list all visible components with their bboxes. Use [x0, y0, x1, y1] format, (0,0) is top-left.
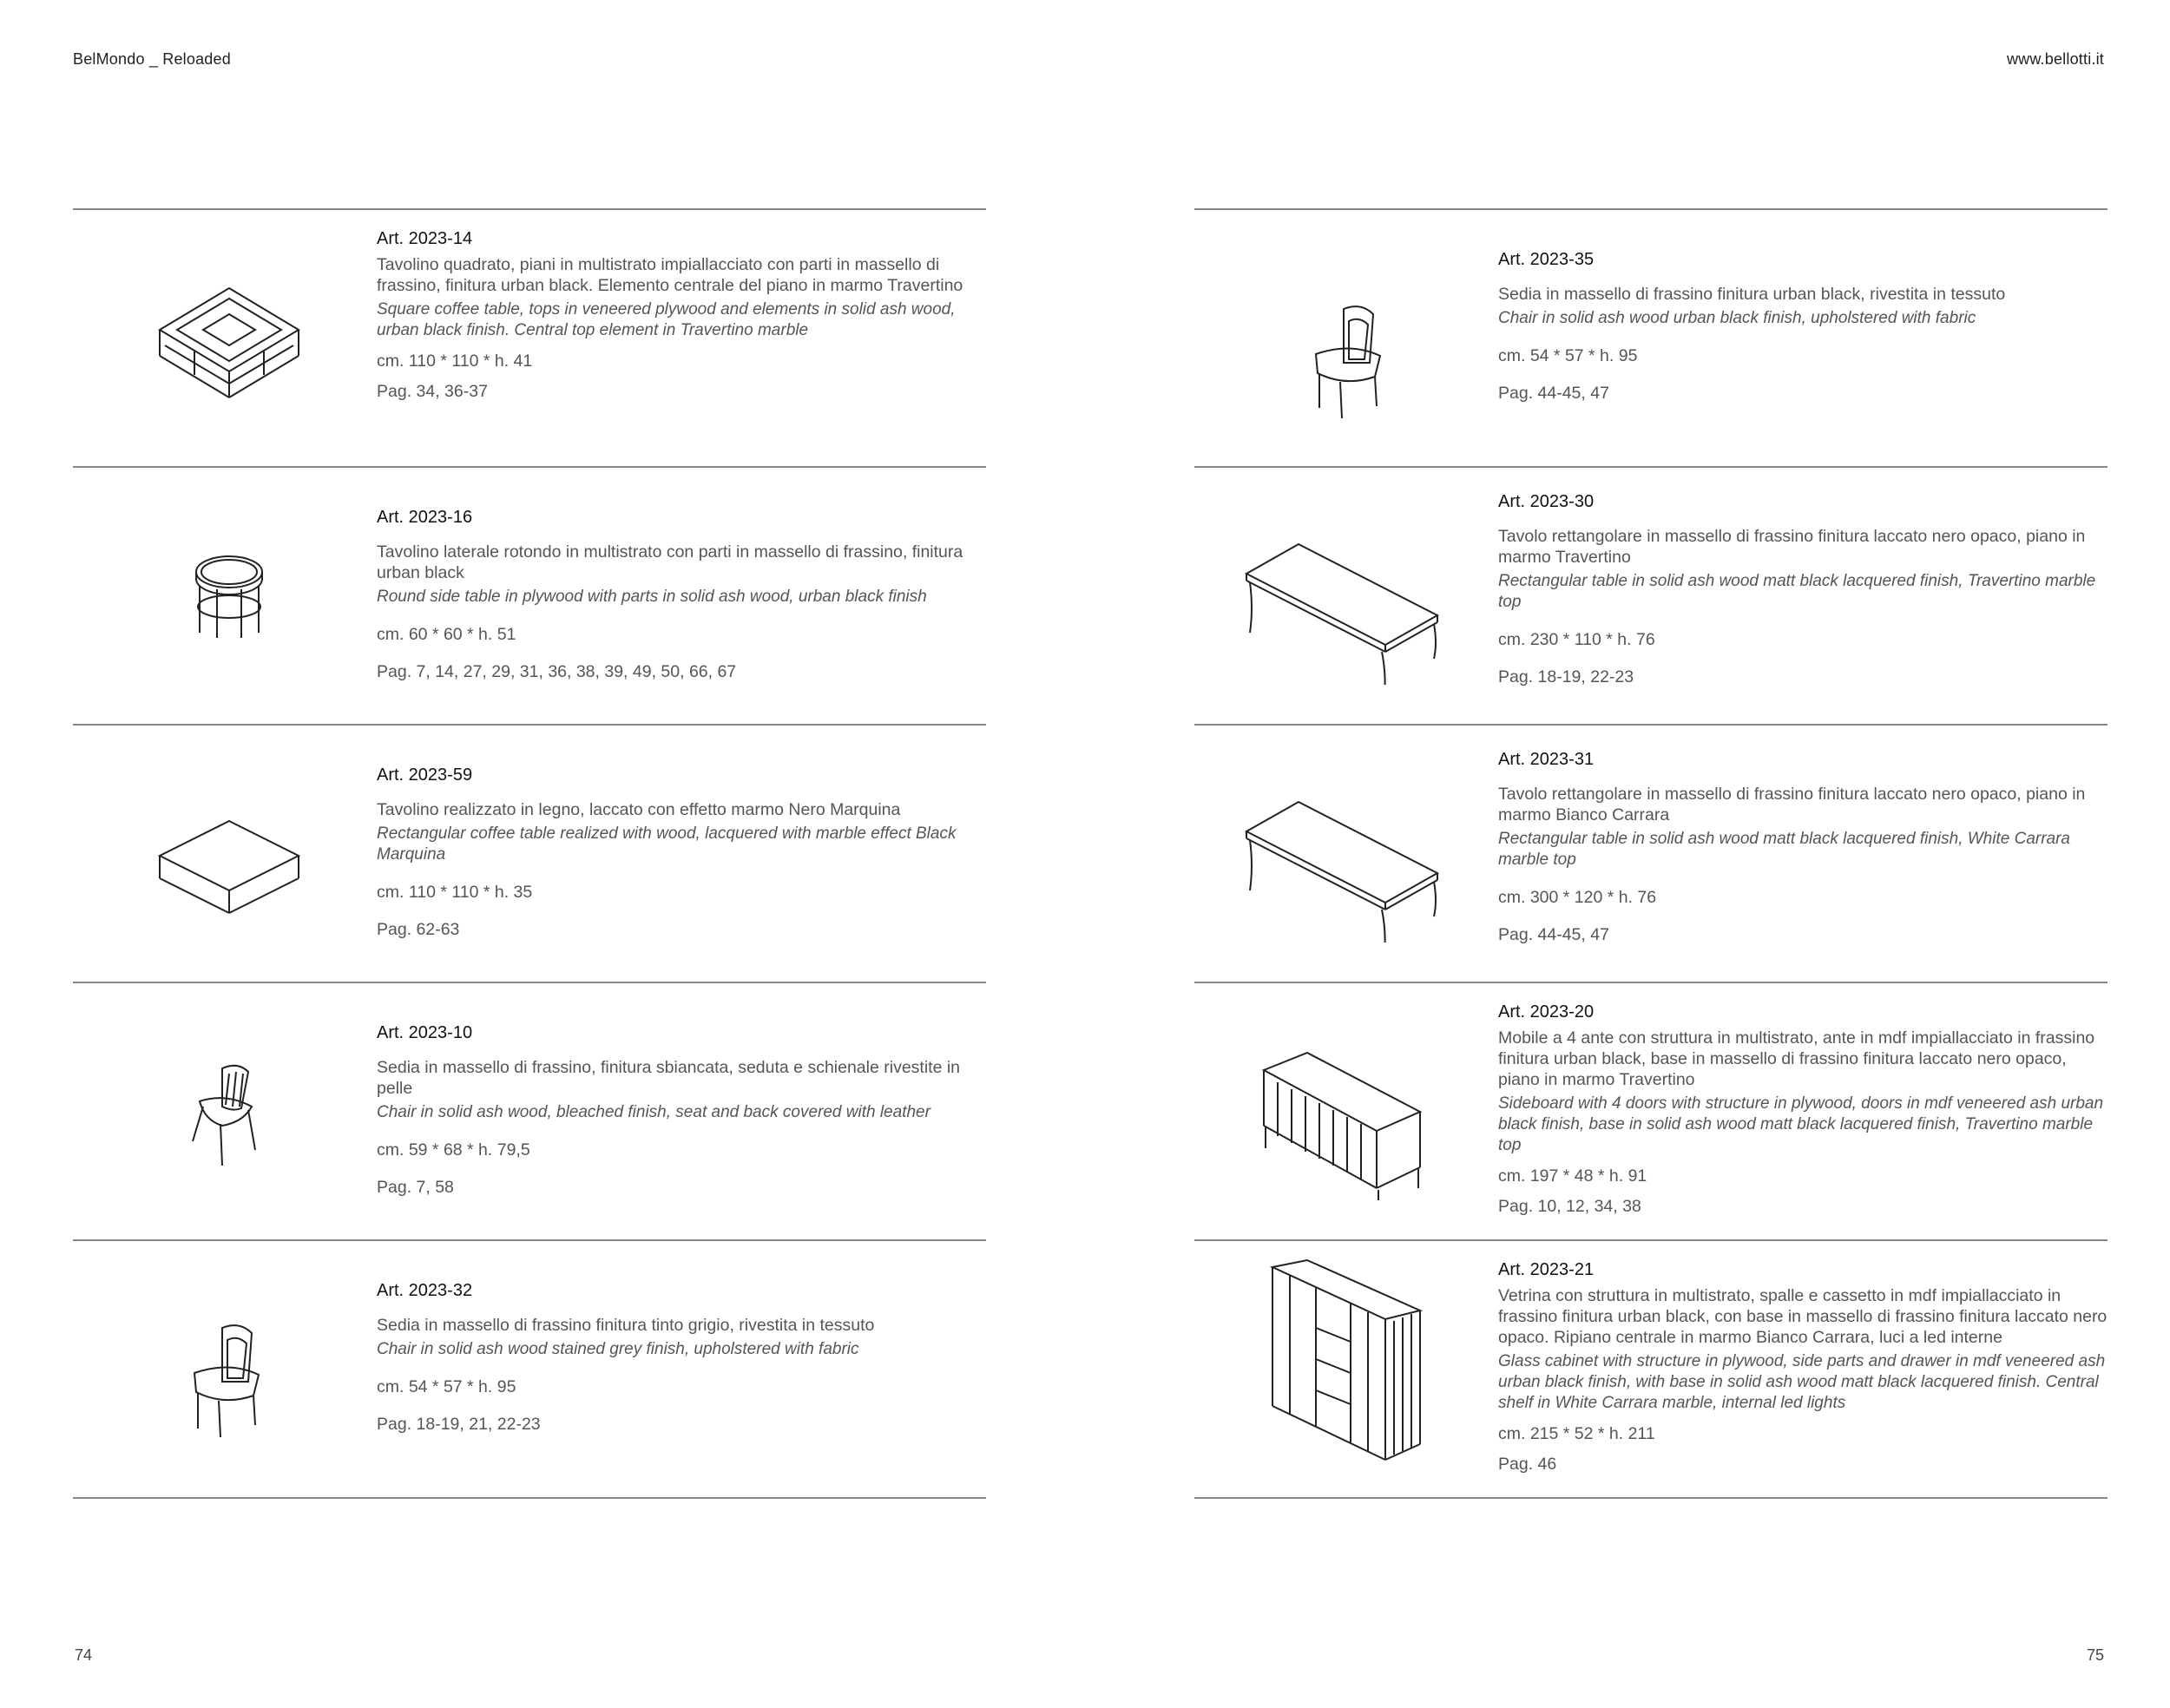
block-coffee-table-icon — [142, 760, 316, 943]
description-english: Round side table in plywood with parts in solid ash wood, urban black finish — [377, 588, 927, 606]
description-italian: Vetrina con struttura in multistrato, spalle e cassetto in mdf impiallacciato in frassino finitura urban black, con base in massello di frassino finitura laccato nero opaco. Ripiano centrale in marmo Bianco Carrara, luci a led interne — [1498, 1286, 2108, 1347]
sideboard-icon — [1246, 1018, 1446, 1200]
square-coffee-table-icon — [142, 245, 316, 427]
upholstered-chair-icon — [1264, 245, 1437, 427]
product-entry — [1194, 724, 2108, 982]
description-italian: Tavolo rettangolare in massello di frassino finitura laccato nero opaco, piano in marmo Bianco Carrara — [1498, 785, 2086, 824]
product-info — [377, 229, 986, 402]
website-link[interactable]: www.bellotti.it — [2006, 50, 2104, 68]
page-references: Pag. 34, 36-37 — [377, 382, 488, 401]
glass-cabinet-icon — [1264, 1258, 1437, 1467]
product-entry — [1194, 982, 2108, 1239]
page-references: Pag. 7, 14, 27, 29, 31, 36, 38, 39, 49, 50, 66, 67 — [377, 662, 737, 681]
page-references: Pag. 18-19, 22-23 — [1498, 667, 1634, 686]
description-italian: Sedia in massello di frassino finitura urban black, rivestita in tessuto — [1498, 285, 2006, 304]
description-italian: Mobile a 4 ante con struttura in multistrato, ante in mdf impiallacciato in frassino finitura urban black, base in massello di frassino finitura laccato nero opaco, piano in marmo Travertino — [1498, 1028, 2095, 1089]
product-info — [377, 1023, 986, 1198]
article-code: Art. 2023-30 — [1498, 492, 1595, 511]
dimensions: cm. 54 * 57 * h. 95 — [377, 1377, 516, 1396]
page-references: Pag. 44-45, 47 — [1498, 925, 1609, 944]
product-info — [377, 508, 986, 682]
description-english: Chair in solid ash wood urban black finish, upholstered with fabric — [1498, 309, 1976, 327]
upholstered-chair-icon — [142, 1276, 316, 1458]
description-english: Rectangular table in solid ash wood matt black lacquered finish, Travertino marble top — [1498, 572, 2096, 611]
page-references: Pag. 46 — [1498, 1455, 1557, 1474]
brand-title: BelMondo _ Reloaded — [73, 50, 231, 68]
page-references: Pag. 7, 58 — [377, 1178, 454, 1197]
page-number-left: 74 — [75, 1646, 93, 1664]
page-references: Pag. 18-19, 21, 22-23 — [377, 1415, 541, 1434]
product-entry — [73, 466, 986, 724]
rectangular-table-icon — [1229, 503, 1455, 685]
product-info — [377, 1281, 986, 1435]
article-code: Art. 2023-59 — [377, 765, 473, 785]
dimensions: cm. 54 * 57 * h. 95 — [1498, 346, 1638, 365]
article-code: Art. 2023-35 — [1498, 250, 1595, 269]
product-info — [1498, 1002, 2108, 1217]
description-english: Chair in solid ash wood stained grey finish, upholstered with fabric — [377, 1340, 859, 1358]
description-italian: Tavolino laterale rotondo in multistrato con parti in massello di frassino, finitura urban black — [377, 542, 963, 582]
article-code: Art. 2023-16 — [377, 508, 473, 527]
rectangular-table-icon — [1229, 760, 1455, 943]
page-number-right: 75 — [2086, 1646, 2104, 1664]
article-code: Art. 2023-21 — [1498, 1260, 1595, 1279]
product-entry — [1194, 466, 2108, 724]
description-english: Square coffee table, tops in veneered plywood and elements in solid ash wood, urban black finish. Central top element in Travertino marble — [377, 300, 956, 339]
product-info — [377, 765, 986, 940]
page-references: Pag. 10, 12, 34, 38 — [1498, 1197, 1641, 1216]
description-english: Rectangular table in solid ash wood matt black lacquered finish, White Carrara marble top — [1498, 830, 2070, 869]
description-italian: Tavolino realizzato in legno, laccato con effetto marmo Nero Marquina — [377, 800, 901, 819]
product-entry — [73, 982, 986, 1239]
product-entry — [73, 724, 986, 982]
dimensions: cm. 215 * 52 * h. 211 — [1498, 1424, 1655, 1443]
product-info — [1498, 1260, 2108, 1475]
product-entry — [1194, 208, 2108, 466]
dimensions: cm. 300 * 120 * h. 76 — [1498, 888, 1657, 907]
description-english: Sideboard with 4 doors with structure in plywood, doors in mdf veneered ash urban black finish, base in solid ash wood matt black lacquered finish, Travertino marble top — [1498, 1094, 2104, 1154]
dimensions: cm. 197 * 48 * h. 91 — [1498, 1166, 1647, 1186]
dimensions: cm. 230 * 110 * h. 76 — [1498, 630, 1655, 649]
description-english: Rectangular coffee table realized with wood, lacquered with marble effect Black Marquina — [377, 824, 957, 864]
description-italian: Sedia in massello di frassino finitura tinto grigio, rivestita in tessuto — [377, 1316, 875, 1335]
description-english: Chair in solid ash wood, bleached finish, seat and back covered with leather — [377, 1103, 930, 1121]
article-code: Art. 2023-31 — [1498, 750, 1595, 769]
page-references: Pag. 44-45, 47 — [1498, 384, 1609, 403]
description-italian: Tavolo rettangolare in massello di frassino finitura laccato nero opaco, piano in marmo Travertino — [1498, 527, 2086, 567]
article-code: Art. 2023-32 — [377, 1281, 473, 1300]
round-side-table-icon — [142, 503, 316, 685]
description-italian: Tavolino quadrato, piani in multistrato impiallacciato con parti in massello di frassino, finitura urban black. Elemento centrale del piano in marmo Travertino — [377, 255, 963, 295]
article-code: Art. 2023-20 — [1498, 1002, 1595, 1022]
article-code: Art. 2023-14 — [377, 229, 473, 248]
product-info — [1498, 750, 2108, 945]
product-entry — [1194, 1239, 2108, 1499]
product-info — [1498, 250, 2108, 404]
dimensions: cm. 59 * 68 * h. 79,5 — [377, 1140, 530, 1159]
product-info — [1498, 492, 2108, 687]
description-english: Glass cabinet with structure in plywood, side parts and drawer in mdf veneered ash urban black finish, with base in solid ash wood matt black lacquered finish. Central shelf in White Carrara marble, internal led lights — [1498, 1352, 2106, 1412]
dimensions: cm. 110 * 110 * h. 35 — [377, 883, 533, 902]
right-product-column — [1194, 208, 2108, 1499]
product-entry — [73, 208, 986, 466]
article-code: Art. 2023-10 — [377, 1023, 473, 1042]
description-italian: Sedia in massello di frassino, finitura sbiancata, seduta e schienale rivestite in pelle — [377, 1058, 961, 1098]
page-references: Pag. 62-63 — [377, 920, 460, 939]
dimensions: cm. 60 * 60 * h. 51 — [377, 625, 516, 644]
left-product-column — [73, 208, 986, 1499]
leather-chair-icon — [142, 1018, 316, 1200]
product-entry — [73, 1239, 986, 1499]
dimensions: cm. 110 * 110 * h. 41 — [377, 351, 533, 371]
